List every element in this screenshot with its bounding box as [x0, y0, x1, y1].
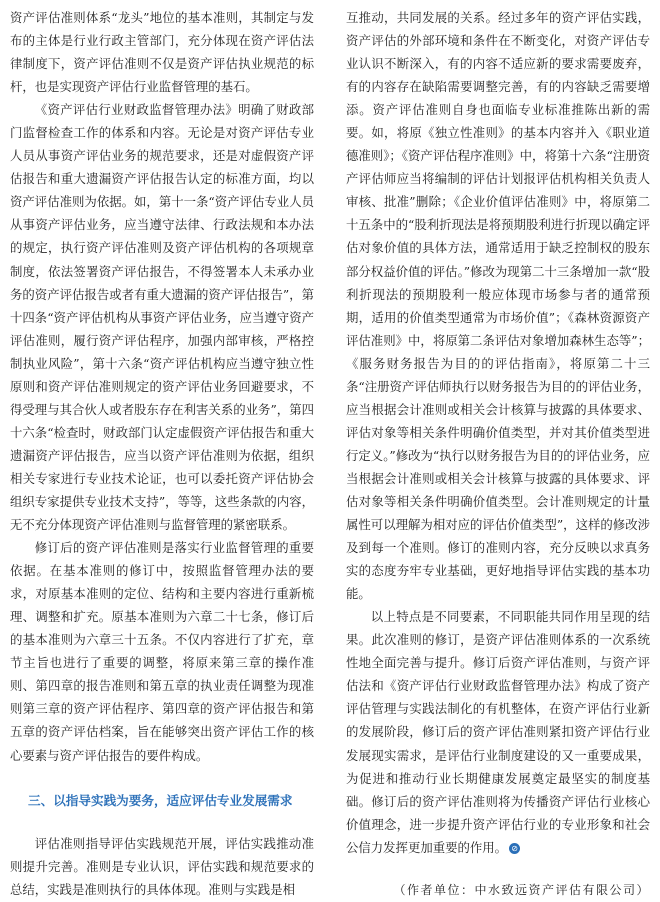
- author-affiliation: （作者单位：中水致远资产评估有限公司）: [393, 882, 650, 897]
- end-of-article-icon: ⊘: [509, 843, 520, 854]
- paragraph-supervision-measures: 《资产评估行业财政监督管理办法》明确了财政部门监督检查工作的体系和内容。无论是对资产评估专业人员从事资产评估业务的规范要求，还是对虚假资产评估报告和重大遗漏资产评估报告认定的标准方面，均以资产评估准则为依据。如，第十一条“资产评估专业人员从事资产评估业务，应当遵守法律、行政法规和本办法的规定，执行资产评估准则及资产评估机构的各项规章制度，依法签署资产评估报告，不得签署本人未承办业务的资产评估报告或者有重大遗漏的资产评估报告”，第十四条“资产评估机构从事资产评估业务，应当遵守资产评估准则，履行资产评估程序，加强内部审核，严格控制执业风险”，第十六条“资产评估机构应当遵守独立性原则和资产评估准则规定的资产评估业务回避要求，不得受理与其合伙人或者股东存在利害关系的业务”，第四十六条“检查时，财政部门认定虚假资产评估报告和重大遗漏资产评估报告，应当以资产评估准则为依据，组织相关专家进行专业技术论证，也可以委托资产评估协会组织专家提供专业技术支持”，等等，这些条款的内容，无不充分体现资产评估准则与监督管理的紧密联系。: [10, 102, 314, 533]
- conclusion-text: 以上特点是不同要素，不同职能共同作用呈现的结果。此次准则的修订，是资产评估准则体系的一次系统性地全面完善与提升。修订后资产评估准则，与资产评估法和《资产评估行业财政监督管理办法》构成了资产评估管理与实践法制化的有机整体，在资产评估行业新的发展阶段，修订后的资产评估准则紧扣资产评估行业发展现实需求，是评估行业制度建设的又一重要成果，为促进和推动行业长期健康发展奠定最坚实的制度基础。修订后的资产评估准则将为传播资产评估行业核心价值理念，进一步提升资产评估行业的专业形象和社会公信力发挥更加重要的作用。: [346, 609, 650, 855]
- section-heading: 三、以指导实践为要务，适应评估专业发展需求: [28, 792, 293, 808]
- right-column: [346, 6, 650, 902]
- paragraph-revised-standards: 修订后的资产评估准则是落实行业监督管理的重要依据。在基本准则的修订中，按照监督管理办法的要求，对原基本准则的定位、结构和主要内容进行重新梳理、调整和扩充。原基本准则为六章二十七条，修订后的基本准则为六章三十五条。不仅内容进行了扩充，章节主旨也进行了重要的调整，将原来第三章的操作准则、第四章的报告准则和第五章的执业责任调整为现准则第三章的资产评估程序、第四章的资产评估报告和第五章的资产评估档案，旨在能够突出资产评估工作的核心要素与资产评估报告的要件构成。: [10, 540, 314, 763]
- paragraph-continued: 资产评估准则体系“龙头”地位的基本准则，其制定与发布的主体是行业行政主管部门，充分体现在资产评估法律制度下，资产评估准则不仅是资产评估执业规范的标杆，也是实现资产评估行业监督管理的基石。: [10, 10, 314, 95]
- paragraph-practice-guidance: 评估准则指导评估实践规范开展，评估实践推动准则提升完善。准则是专业认识，评估实践和规范要求的总结，实践是准则执行的具体体现。准则与实践是相: [10, 835, 314, 897]
- paragraph-mutual-promotion: 互推动，共同发展的关系。经过多年的资产评估实践，资产评估的外部环境和条件在不断变化，对资产评估专业认识不断深入，有的内容不适应新的要求需要废弃，有的内容存在缺陷需要调整完善，有的内容缺乏需要增添。资产评估准则自身也面临专业标准推陈出新的需要。如，将原《独立性准则》的基本内容并入《职业道德准则》；《资产评估程序准则》中，将第十六条“注册资产评估师应当将编制的评估计划报评估机构相关负责人审核、批准”删除；《企业价值评估准则》中，将原第二十五条中的“股利折现法是将预期股利进行折现以确定评估对象价值的具体方法，通常适用于缺乏控制权的股东部分权益价值的评估。”修改为现第二十三条增加一款“股利折现法的预期股利一般应体现市场参与者的通常预期，适用的价值类型通常为市场价值”；《森林资源资产评估准则》中，将原第二条评估对象增加森林生态等”；《服务财务报告为目的的评估指南》，将原第二十三条“注册资产评估师执行以财务报告为目的的评估业务，应当根据会计准则或相关会计核算与披露的具体要求、评估对象等相关条件明确价值类型，并对其价值类型进行定义。”修改为“执行以财务报告为目的的评估业务，应当根据会计准则或相关会计核算与披露的具体要求、评估对象等相关条件明确价值类型。会计准则规定的计量属性可以理解为相对应的评估价值类型”，这样的修改涉及到每一个准则。修订的准则内容，充分反映以求真务实的态度夯牢专业基础，更好地指导评估实践的基本功能。: [346, 10, 650, 602]
- paragraph-conclusion: [346, 605, 650, 859]
- left-column: [10, 6, 314, 901]
